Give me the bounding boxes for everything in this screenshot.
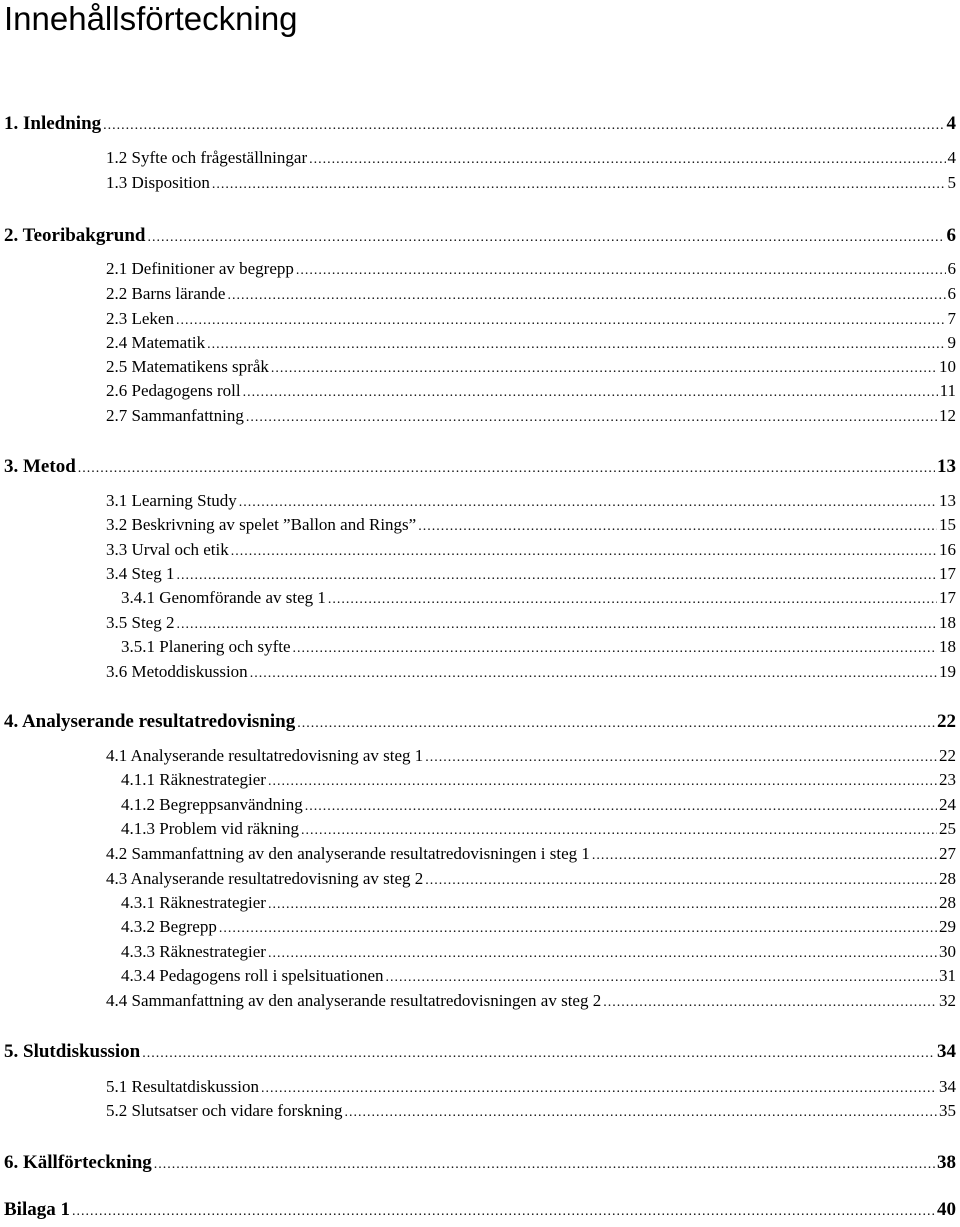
toc-entry-4-3-3[interactable]: [121, 942, 956, 966]
dot-leader: [176, 568, 937, 584]
dot-leader: [425, 873, 937, 889]
toc-page-number: 6: [946, 225, 956, 246]
toc-page-number: 15: [939, 515, 956, 534]
toc-entry-1-2[interactable]: [106, 148, 956, 172]
dot-leader: [603, 995, 937, 1011]
toc-label: 2.5 Matematikens språk: [106, 357, 269, 376]
toc-entry-3-5[interactable]: [106, 613, 956, 637]
toc-page-number: 4: [947, 148, 956, 167]
dot-leader: [328, 592, 937, 608]
toc-page-number: 23: [939, 770, 956, 789]
toc-label: 4.3.4 Pedagogens roll i spelsituationen: [121, 966, 384, 985]
toc-entry-4[interactable]: [4, 711, 956, 735]
toc-entry-3-2[interactable]: [106, 515, 956, 539]
toc-page-number: 28: [939, 869, 956, 888]
toc-label: 4.4 Sammanfattning av den analyserande resultatredovisningen av steg 2: [106, 991, 602, 1010]
toc-entry-4-1[interactable]: [106, 746, 956, 770]
dot-leader: [268, 897, 937, 913]
toc-label: 5.2 Slutsatser och vidare forskning: [106, 1101, 343, 1120]
toc-label: 1.3 Disposition: [106, 173, 210, 192]
dot-leader: [345, 1105, 937, 1121]
page-title: Innehållsförteckning: [4, 0, 298, 37]
dot-leader: [142, 1046, 935, 1062]
toc-entry-3-3[interactable]: [106, 540, 956, 564]
toc-page-number: 18: [939, 613, 956, 632]
toc-entry-4-4[interactable]: [106, 991, 956, 1015]
toc-page-number: 17: [939, 588, 956, 607]
toc-entry-6[interactable]: [4, 1152, 956, 1176]
dot-leader: [293, 641, 938, 657]
dot-leader: [246, 410, 937, 426]
toc-entry-5[interactable]: [4, 1041, 956, 1065]
dot-leader: [296, 263, 946, 279]
dot-leader: [261, 1081, 937, 1097]
toc-label: 2.6 Pedagogens roll: [106, 381, 241, 400]
toc-label: 2.1 Definitioner av begrepp: [106, 259, 294, 278]
toc-entry-4-3[interactable]: [106, 869, 956, 893]
toc-page-number: 7: [947, 309, 956, 328]
dot-leader: [212, 177, 946, 193]
toc-page-number: 30: [939, 942, 956, 961]
toc-entry-1[interactable]: [4, 113, 956, 137]
dot-leader: [231, 544, 937, 560]
toc-page-number: 32: [939, 991, 956, 1010]
dot-leader: [78, 461, 935, 477]
toc-page-number: 19: [939, 662, 956, 681]
toc-page-number: 18: [939, 637, 956, 656]
toc-entry-2-3[interactable]: [106, 309, 956, 333]
toc-label: 3.5 Steg 2: [106, 613, 175, 632]
toc-entry-4-3-2[interactable]: [121, 917, 956, 941]
toc-label: 4. Analyserande resultatredovisning: [4, 711, 296, 732]
toc-label: 4.3.3 Räknestrategier: [121, 942, 266, 961]
toc-label: 1. Inledning: [4, 113, 102, 134]
toc-page-number: 6: [947, 259, 956, 278]
toc-label: 5.1 Resultatdiskussion: [106, 1077, 260, 1096]
toc-page-number: 9: [947, 333, 956, 352]
dot-leader: [425, 750, 937, 766]
toc-entry-2[interactable]: [4, 225, 956, 249]
toc-entry-4-1-1[interactable]: [121, 770, 956, 794]
toc-label: 4.1.1 Räknestrategier: [121, 770, 266, 789]
toc-entry-4-1-2[interactable]: [121, 795, 956, 819]
toc-page-number: 13: [939, 491, 956, 510]
toc-page-number: 29: [939, 917, 956, 936]
toc-label: 4.2 Sammanfattning av den analyserande resultatredovisningen i steg 1: [106, 844, 590, 863]
dot-leader: [176, 313, 946, 329]
dot-leader: [207, 337, 945, 353]
toc-entry-3[interactable]: [4, 456, 956, 480]
toc-label: Bilaga 1: [4, 1199, 70, 1220]
dot-leader: [386, 970, 937, 986]
toc-page-number: 34: [939, 1077, 956, 1096]
dot-leader: [176, 617, 937, 633]
toc-page-number: 28: [939, 893, 956, 912]
dot-leader: [148, 230, 945, 246]
toc-page-number: 4: [946, 113, 956, 134]
toc-entry-2-4[interactable]: [106, 333, 956, 357]
toc-page-number: 5: [947, 173, 956, 192]
toc-label: 3.2 Beskrivning av spelet ”Ballon and Rings”: [106, 515, 417, 534]
toc-page-number: 25: [939, 819, 956, 838]
dot-leader: [154, 1157, 935, 1173]
toc-label: 3.3 Urval och etik: [106, 540, 229, 559]
toc-entry-4-2[interactable]: [106, 844, 956, 868]
toc-label: 2.2 Barns lärande: [106, 284, 226, 303]
toc-entry-3-4-1[interactable]: [121, 588, 956, 612]
toc-entry-3-1[interactable]: [106, 491, 956, 515]
toc-label: 5. Slutdiskussion: [4, 1041, 141, 1062]
toc-entry-5-2[interactable]: [106, 1101, 956, 1125]
dot-leader: [227, 288, 945, 304]
toc-label: 2.7 Sammanfattning: [106, 406, 244, 425]
toc-entry-2-1[interactable]: [106, 259, 956, 283]
dot-leader: [268, 946, 937, 962]
toc-label: 3. Metod: [4, 456, 76, 477]
toc-label: 3.4 Steg 1: [106, 564, 175, 583]
toc-label: 3.6 Metoddiskussion: [106, 662, 248, 681]
toc-page-number: 22: [937, 711, 956, 732]
dot-leader: [243, 385, 938, 401]
toc-page-number: 24: [939, 795, 956, 814]
toc-label: 4.3.1 Räknestrategier: [121, 893, 266, 912]
dot-leader: [297, 716, 935, 732]
toc-page-number: 31: [939, 966, 956, 985]
toc-page-number: 40: [937, 1199, 956, 1220]
toc-entry-2-6[interactable]: [106, 381, 956, 405]
dot-leader: [250, 666, 937, 682]
toc-page-number: 34: [937, 1041, 956, 1062]
toc-label: 4.1.2 Begreppsanvändning: [121, 795, 303, 814]
toc-label: 4.1 Analyserande resultatredovisning av steg 1: [106, 746, 424, 765]
toc-page-number: 38: [937, 1152, 956, 1173]
dot-leader: [301, 823, 937, 839]
dot-leader: [72, 1204, 935, 1220]
dot-leader: [592, 848, 937, 864]
toc-entry-2-2[interactable]: [106, 284, 956, 308]
toc-entry-3-4[interactable]: [106, 564, 956, 588]
toc-label: 3.1 Learning Study: [106, 491, 237, 510]
toc-page-number: 35: [939, 1101, 956, 1120]
dot-leader: [239, 495, 937, 511]
toc-entry-2-5[interactable]: [106, 357, 956, 381]
toc-page-number: 22: [939, 746, 956, 765]
toc-entry-4-1-3[interactable]: [121, 819, 956, 843]
toc-entry-4-3-4[interactable]: [121, 966, 956, 990]
toc-entry-bilaga-1[interactable]: [4, 1199, 956, 1223]
toc-entry-4-3-1[interactable]: [121, 893, 956, 917]
toc-page-number: 27: [939, 844, 956, 863]
toc-label: 1.2 Syfte och frågeställningar: [106, 148, 308, 167]
toc-page-number: 10: [939, 357, 956, 376]
toc-entry-1-3[interactable]: [106, 173, 956, 197]
toc-page-number: 12: [939, 406, 956, 425]
dot-leader: [103, 118, 944, 134]
toc-label: 4.1.3 Problem vid räkning: [121, 819, 300, 838]
toc-page-number: 13: [937, 456, 956, 477]
toc-label: 2.4 Matematik: [106, 333, 206, 352]
toc-page-number: 6: [947, 284, 956, 303]
toc-page-number: 11: [939, 381, 956, 400]
toc-page-number: 17: [939, 564, 956, 583]
dot-leader: [268, 774, 937, 790]
dot-leader: [271, 361, 937, 377]
toc-entry-5-1[interactable]: [106, 1077, 956, 1101]
toc-entry-3-5-1[interactable]: [121, 637, 956, 661]
dot-leader: [309, 152, 945, 168]
toc-label: 6. Källförteckning: [4, 1152, 152, 1173]
toc-label: 2. Teoribakgrund: [4, 225, 146, 246]
toc-entry-3-6[interactable]: [106, 662, 956, 686]
toc-page-number: 16: [939, 540, 956, 559]
dot-leader: [418, 519, 937, 535]
toc-label: 3.4.1 Genomförande av steg 1: [121, 588, 326, 607]
dot-leader: [219, 921, 937, 937]
toc-label: 4.3.2 Begrepp: [121, 917, 217, 936]
toc-label: 2.3 Leken: [106, 309, 174, 328]
dot-leader: [305, 799, 937, 815]
toc-label: 4.3 Analyserande resultatredovisning av steg 2: [106, 869, 424, 888]
toc-entry-2-7[interactable]: [106, 406, 956, 430]
toc-label: 3.5.1 Planering och syfte: [121, 637, 291, 656]
